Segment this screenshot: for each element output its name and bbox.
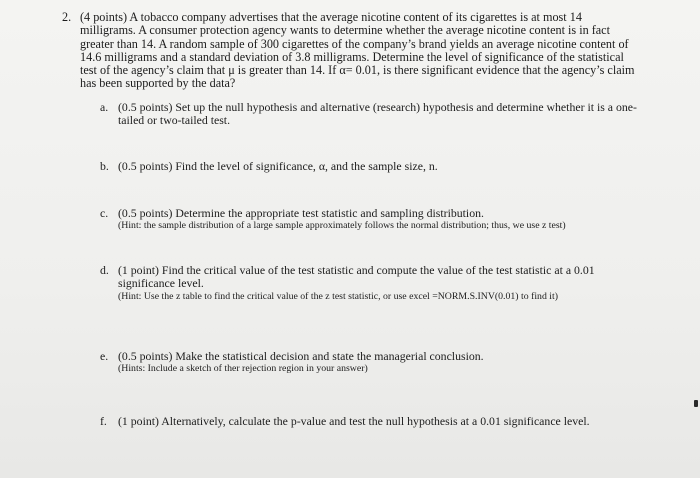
part-letter: c. bbox=[100, 206, 109, 220]
question-number: 2. bbox=[62, 10, 72, 24]
part-text: (0.5 points) Make the statistical decision and state the managerial conclusion. bbox=[118, 349, 484, 363]
part-text: (1 point) Alternatively, calculate the p-value and test the null hypothesis at a 0.01 significance level. bbox=[118, 414, 590, 428]
part-letter: b. bbox=[100, 159, 109, 173]
part-letter: f. bbox=[100, 414, 107, 428]
part-hint: (Hint: the sample distribution of a large sample approximately follows the normal distribution; thus, we use z test) bbox=[118, 220, 566, 232]
part-text: (0.5 points) Set up the null hypothesis and alternative (research) hypothesis and determine whether it is a one-tailed or two-tailed test. bbox=[118, 100, 637, 128]
part-text: (0.5 points) Find the level of significance, α, and the sample size, n. bbox=[118, 159, 438, 173]
part-letter: d. bbox=[100, 263, 109, 277]
part-letter: a. bbox=[100, 100, 109, 114]
part-text: (0.5 points) Determine the appropriate test statistic and sampling distribution. bbox=[118, 206, 484, 220]
part-letter: e. bbox=[100, 349, 109, 363]
question-text: (4 points) A tobacco company advertises that the average nicotine content of its cigarettes is at most 14 milligrams. A consumer protection agency wants to determine whether the average nicotine content is in fact greater than 14. A random sample of 300 cigarettes of the company’s brand yields an average nicotine content of 14.6 milligrams and a standard deviation of 3.8 milligrams. Determine the level of significance of the statistical test of the agency’s claim that μ is greater than 14. If α= 0.01, is there significant evidence that the agency’s claim has been supported by the data? bbox=[80, 10, 635, 91]
part-hint: (Hints: Include a sketch of ther rejection region in your answer) bbox=[118, 363, 368, 375]
part-hint: (Hint: Use the z table to find the critical value of the z test statistic, or use excel =NORM.S.INV(0.01) to find it) bbox=[118, 290, 559, 302]
page-edge-mark bbox=[694, 400, 698, 407]
part-text: (1 point) Find the critical value of the test statistic and compute the value of the test statistic at a 0.01 significance level. bbox=[118, 263, 595, 291]
